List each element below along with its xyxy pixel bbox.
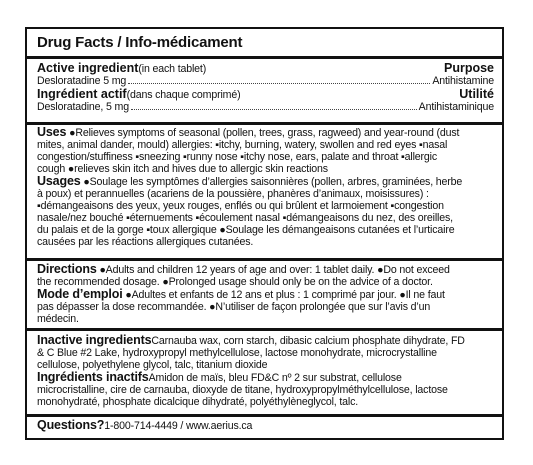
directions-heading-fr: Mode d’emploi xyxy=(37,287,123,301)
active-ingredient-heading: Active ingredient xyxy=(37,61,139,75)
divider xyxy=(27,122,502,125)
active-ingredient-heading-fr: Ingrédient actif xyxy=(37,87,127,101)
active-ingredient-name-fr: Desloratadine, 5 mg xyxy=(37,101,129,113)
divider xyxy=(27,414,502,417)
purpose-heading-fr: Utilité xyxy=(459,87,494,101)
questions-heading: Questions? xyxy=(37,418,105,432)
questions-contact: 1-800-714-4449 / www.aerius.ca xyxy=(104,420,253,432)
divider xyxy=(27,56,502,59)
inactive-ingredients-section: Inactive ingredients Carnauba wax, corn starch, dibasic calcium phosphate dihydrate, FD & C Blue #2 Lake, hydroxypropyl methylcellulose, lactose monohydrate, microcrystalline cellulose, polyethylene glycol, talc, titanium dioxide Ingrédients inactifs Amidon de maïs, bleu FD&C nº 2 sur substrat, cellulose microcristalline, cire de carnauba, dioxyde de titane, hydroxypropylméthylcellulose, lactose monohydraté, phosphate dicalcique dihydraté, polyéthylèneglycol, talc. xyxy=(37,333,465,408)
inactive-ingredients-heading-fr: Ingrédients inactifs xyxy=(37,370,149,384)
purpose-value-fr: Antihistaminique xyxy=(418,101,494,113)
divider xyxy=(27,258,502,261)
purpose-value: Antihistamine xyxy=(432,75,494,87)
uses-heading-fr: Usages xyxy=(37,174,81,188)
drug-facts-title: Drug Facts / Info-médicament xyxy=(37,34,243,51)
active-ingredient-name: Desloratadine 5 mg xyxy=(37,75,127,87)
directions-section: Directions ●Adults and children 12 years of age and over: 1 tablet daily. ●Do not exceed the recommended dosage. ●Prolonged usage should only be on the advice of a doctor. Mode d’emploi ●Adultes et enfants de 12 ans et plus : 1 comprimé par jour. ●Il ne faut pas dépasser la dose recommandée. ●N’utiliser de façon prolongée que sur l’avis d’un médecin. xyxy=(37,262,450,325)
drug-facts-panel xyxy=(25,27,504,440)
inactive-ingredients-heading: Inactive ingredients xyxy=(37,333,152,347)
questions-section xyxy=(27,419,502,432)
uses-heading: Uses xyxy=(37,125,67,139)
directions-heading: Directions xyxy=(37,262,97,276)
uses-section: Uses ●Relieves symptoms of seasonal (pollen, trees, grass, ragweed) and year-round (dust mites, animal dander, mould) allergies: ▪itchy, burning, watery, swollen and red eyes ▪nasal congestion/stuffiness ▪sneezing ▪runny nose ▪itchy nose, ears, palate and throat ▪allergic cough ●relieves skin itch and hives due to allergic skin reactions Usages ●Soulage les symptômes d’allergies saisonnières (pollen, arbres, graminées, herbe à poux) et perannuelles (acariens de la poussière, phanères d’animaux, moisissures) : ▪démangeaisons des yeux, yeux rouges, enflés ou qui brûlent et larmoiement ▪congestion nasale/nez bouché ▪éternuements ▪écoulement nasal ▪démangeaisons du nez, des oreilles, du palais et de la gorge ▪toux allergique ●Soulage les démangeaisons cutanées et l’urticaire causées par les réactions allergiques cutanées. xyxy=(37,125,463,248)
divider xyxy=(27,328,502,331)
active-ingredient-section: Active ingredient (in each tablet) Purpose Desloratadine 5 mg Antihistamine Ingrédient actif (dans chaque comprimé) Utilité Desloratadine, 5 mg Antihistaminique xyxy=(37,61,494,113)
purpose-heading: Purpose xyxy=(443,61,494,75)
